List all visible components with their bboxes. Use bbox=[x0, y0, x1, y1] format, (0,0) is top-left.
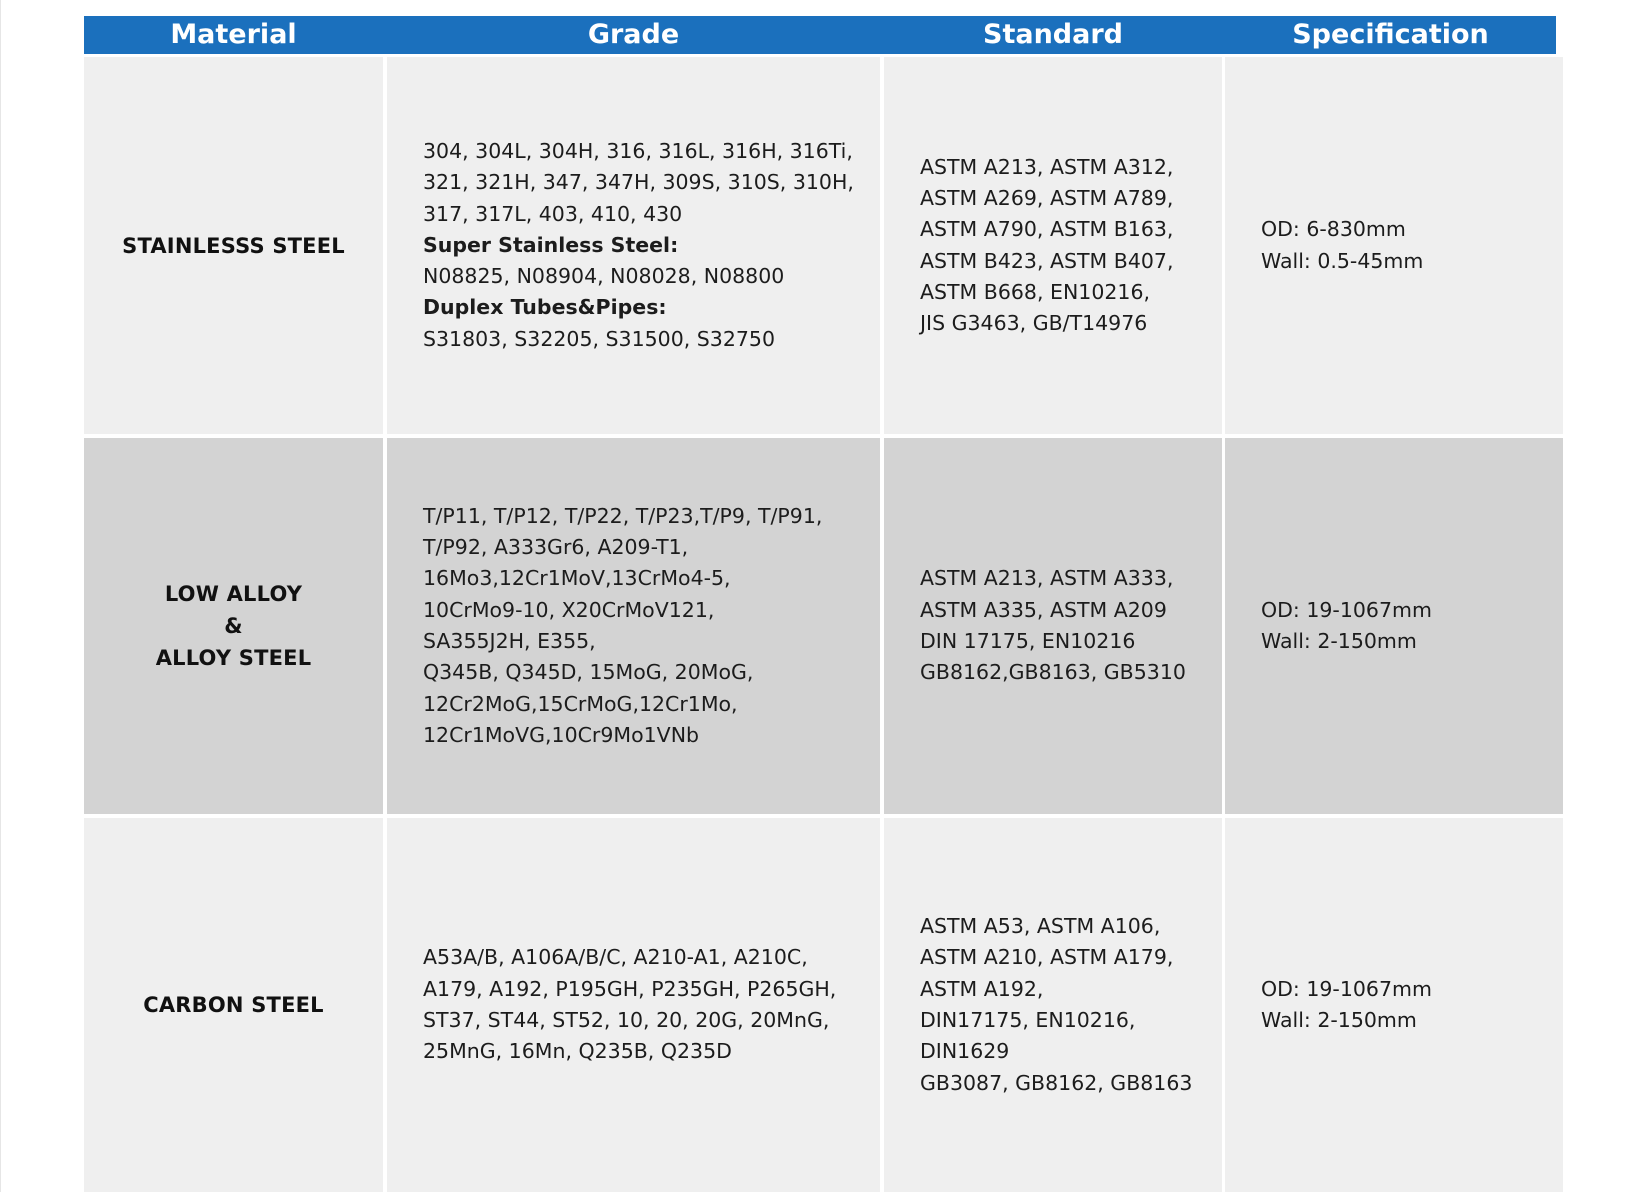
grade-line: T/P92, A333Gr6, A209-T1, bbox=[423, 535, 689, 560]
standard-line: ASTM A53, ASTM A106, bbox=[920, 914, 1161, 939]
grade-subheading: Duplex Tubes&Pipes: bbox=[423, 295, 667, 320]
standard-cell bbox=[884, 818, 1222, 1192]
material-label bbox=[122, 230, 345, 262]
standard-cell bbox=[884, 57, 1222, 434]
standard-line: DIN17175, EN10216, bbox=[920, 1008, 1136, 1032]
standard-line: ASTM A213, ASTM A312, bbox=[920, 154, 1174, 179]
grade-line: A53A/B, A106A/B/C, A210-A1, A210C, bbox=[423, 945, 808, 970]
grade-list bbox=[423, 942, 836, 1067]
specification-line: Wall: 2-150mm bbox=[1261, 629, 1417, 653]
grade-line: Q345B, Q345D, 15MoG, 20MoG, bbox=[423, 660, 754, 685]
specification-list bbox=[1261, 974, 1432, 1037]
standard-line: DIN1629 bbox=[920, 1039, 1010, 1064]
header-specification: Specification bbox=[1292, 19, 1489, 50]
specification-cell bbox=[1225, 818, 1563, 1192]
grade-line: 12Cr2MoG,15CrMoG,12Cr1Mo, bbox=[423, 691, 738, 716]
specification-cell bbox=[1225, 438, 1563, 814]
grade-line: 16Mo3,12Cr1MoV,13CrMo4-5, bbox=[423, 566, 731, 591]
standard-line: JIS G3463, GB/T14976 bbox=[920, 311, 1148, 336]
grade-line: T/P11, T/P12, T/P22, T/P23,T/P9, T/P91, bbox=[423, 503, 823, 528]
grade-list bbox=[423, 136, 854, 355]
standard-line: ASTM B668, EN10216, bbox=[920, 279, 1151, 304]
grade-subheading: Super Stainless Steel: bbox=[423, 232, 679, 257]
material-line: STAINLESSS STEEL bbox=[122, 233, 345, 258]
grade-line: 317, 317L, 403, 410, 430 bbox=[423, 201, 683, 226]
material-line: CARBON STEEL bbox=[143, 993, 324, 1017]
material-cell bbox=[84, 818, 383, 1192]
grade-cell bbox=[387, 818, 880, 1192]
standard-line: GB8162,GB8163, GB5310 bbox=[920, 660, 1186, 685]
specification-line: OD: 19-1067mm bbox=[1261, 976, 1432, 1001]
standard-cell bbox=[884, 438, 1222, 814]
standard-line: ASTM B423, ASTM B407, bbox=[920, 248, 1174, 273]
grade-line: A179, A192, P195GH, P235GH, P265GH, bbox=[423, 976, 837, 1001]
grade-line: 304, 304L, 304H, 316, 316L, 316H, 316Ti, bbox=[423, 138, 853, 163]
grade-line: SA355J2H, E355, bbox=[423, 629, 596, 653]
standard-line: ASTM A335, ASTM A209 bbox=[920, 597, 1167, 622]
material-line: ALLOY STEEL bbox=[155, 646, 312, 670]
grade-list bbox=[423, 501, 822, 751]
specification-list bbox=[1261, 214, 1423, 277]
specification-line: OD: 19-1067mm bbox=[1261, 597, 1432, 622]
grade-cell bbox=[387, 438, 880, 814]
specification-line: OD: 6-830mm bbox=[1261, 217, 1406, 242]
grade-line: 12Cr1MoVG,10Cr9Mo1VNb bbox=[423, 722, 700, 747]
standard-line: ASTM A213, ASTM A333, bbox=[920, 566, 1174, 591]
standard-line: GB3087, GB8162, GB8163 bbox=[920, 1070, 1193, 1095]
grade-line: 10CrMo9-10, X20CrMoV121, bbox=[423, 597, 715, 622]
material-cell bbox=[84, 57, 383, 434]
table-header-row bbox=[84, 16, 1556, 54]
standard-list bbox=[920, 563, 1186, 688]
page-left-border bbox=[0, 0, 1, 1192]
header-grade: Grade bbox=[587, 19, 680, 50]
specification-list bbox=[1261, 595, 1432, 658]
material-cell bbox=[84, 438, 383, 814]
specification-cell bbox=[1225, 57, 1563, 434]
header-material: Material bbox=[170, 19, 297, 50]
grade-line: 321, 321H, 347, 347H, 309S, 310S, 310H, bbox=[423, 170, 854, 195]
material-label bbox=[143, 989, 324, 1021]
standard-list bbox=[920, 152, 1173, 340]
specification-line: Wall: 0.5-45mm bbox=[1261, 248, 1424, 273]
grade-line: ST37, ST44, ST52, 10, 20, 20G, 20MnG, bbox=[423, 1008, 830, 1032]
material-line: LOW ALLOY bbox=[164, 582, 303, 606]
grade-cell bbox=[387, 57, 880, 434]
grade-line: S31803, S32205, S31500, S32750 bbox=[423, 326, 776, 351]
standard-line: DIN 17175, EN10216 bbox=[920, 629, 1136, 653]
header-standard: Standard bbox=[983, 19, 1123, 50]
grade-line: N08825, N08904, N08028, N08800 bbox=[423, 264, 785, 289]
standard-list bbox=[920, 911, 1192, 1099]
standard-line: ASTM A210, ASTM A179, bbox=[920, 945, 1174, 970]
specification-line: Wall: 2-150mm bbox=[1261, 1008, 1417, 1032]
standard-line: ASTM A192, bbox=[920, 976, 1044, 1001]
material-label bbox=[156, 578, 312, 674]
standard-line: ASTM A269, ASTM A789, bbox=[920, 185, 1174, 210]
standard-line: ASTM A790, ASTM B163, bbox=[920, 217, 1174, 242]
grade-line: 25MnG, 16Mn, Q235B, Q235D bbox=[423, 1039, 732, 1064]
material-line: & bbox=[224, 614, 243, 638]
